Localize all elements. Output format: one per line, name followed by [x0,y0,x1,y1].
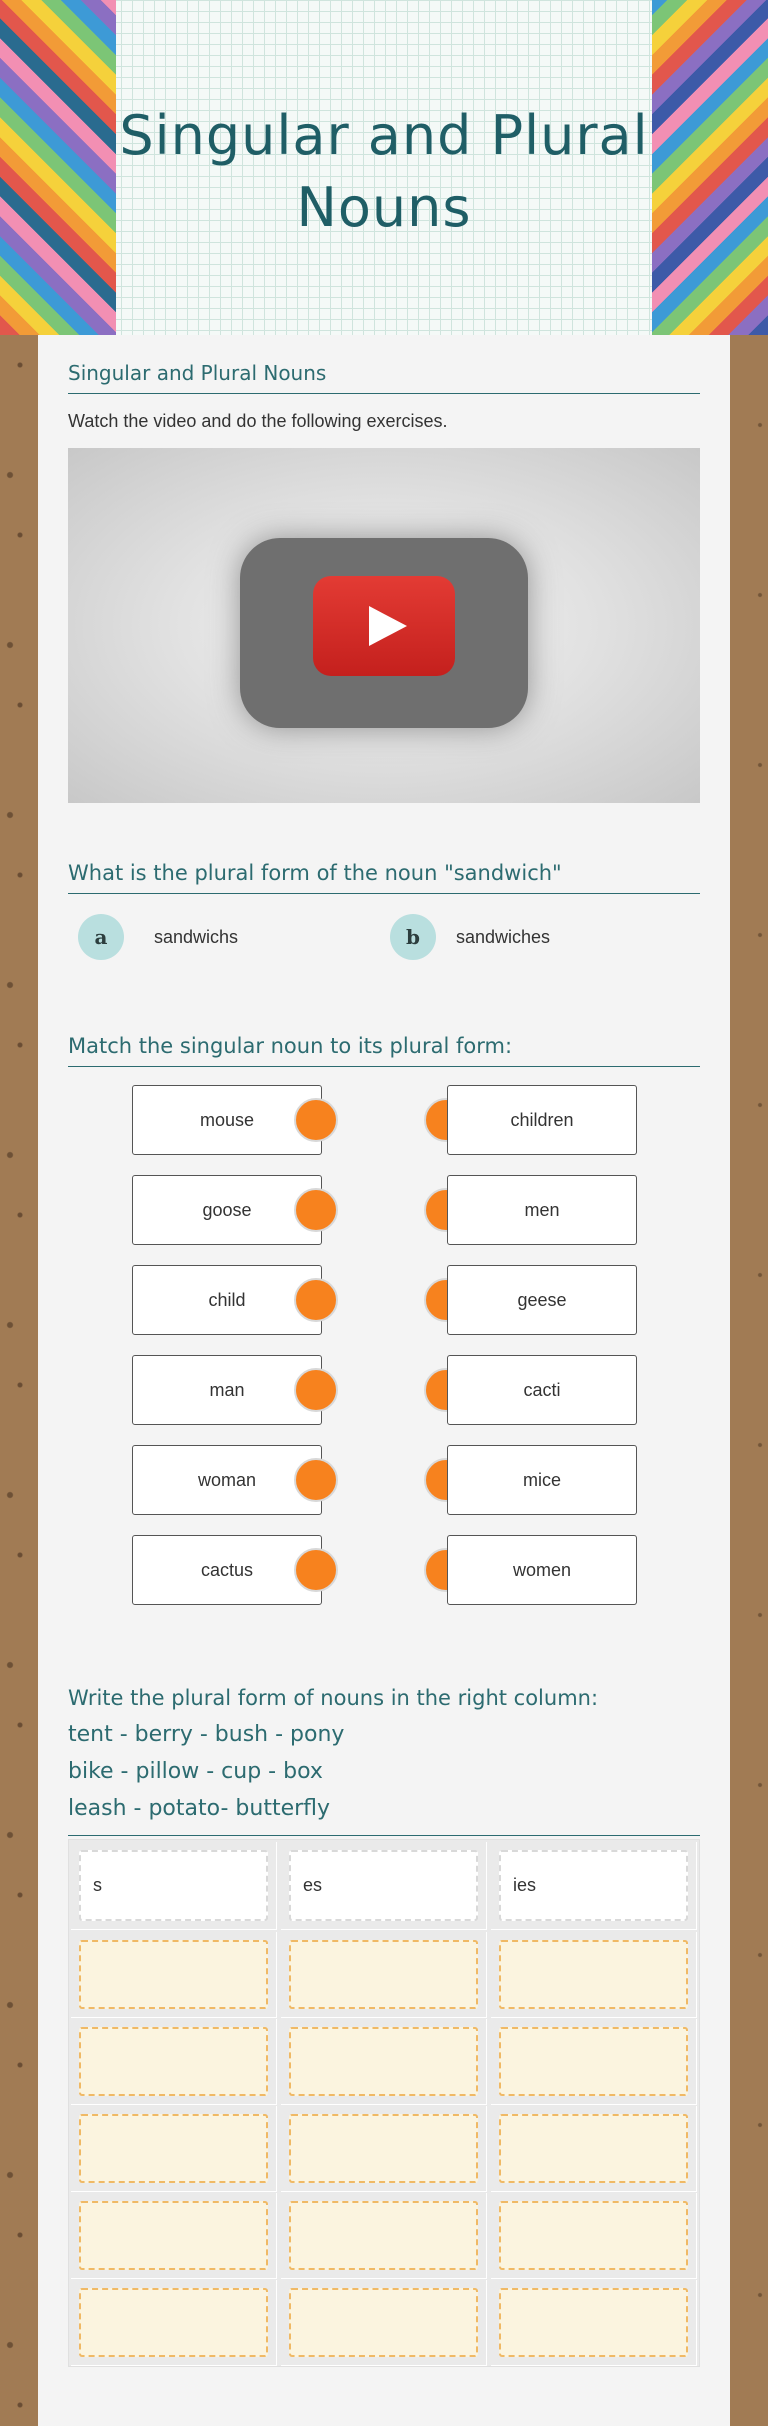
match-left-connector[interactable] [294,1278,338,1322]
match-left-connector[interactable] [294,1098,338,1142]
column-header-cell [491,1842,697,1930]
sorting-grid [68,1839,700,2367]
match-left-item[interactable]: woman [132,1445,322,1515]
match-right-item[interactable]: men [447,1175,637,1245]
match-right-item[interactable]: geese [447,1265,637,1335]
column-header-cell [281,1842,487,1930]
column-header: es [289,1850,478,1921]
match-right-item[interactable]: mice [447,1445,637,1515]
drop-zone[interactable] [499,2201,688,2270]
page-title-line-2: Nouns [296,176,472,239]
drop-cell [491,2019,697,2105]
page-title-line-1: Singular and Plural [119,104,649,167]
drop-zone[interactable] [499,2027,688,2096]
instructions-text: Watch the video and do the following exercises. [68,411,448,431]
match-right-item[interactable]: women [447,1535,637,1605]
drop-zone[interactable] [79,2114,268,2183]
drop-zone[interactable] [499,2114,688,2183]
drop-cell [71,2193,277,2279]
drop-cell [491,1932,697,2018]
drop-zone[interactable] [499,1940,688,2009]
match-left-connector[interactable] [294,1368,338,1412]
play-icon [369,606,407,646]
drop-cell [71,2280,277,2366]
word-list-line: leash - potato- butterfly [68,1796,331,1821]
drop-cell [491,2280,697,2366]
drop-cell [281,2280,487,2366]
match-right-item[interactable]: children [447,1085,637,1155]
option-b[interactable] [390,914,550,960]
option-a-letter: a [78,914,124,960]
column-header: s [79,1850,268,1921]
drop-cell [281,1932,487,2018]
page-header [0,0,768,335]
drop-cell [71,2019,277,2105]
drop-zone[interactable] [499,2288,688,2357]
match-left-connector[interactable] [294,1458,338,1502]
match-right-item[interactable]: cacti [447,1355,637,1425]
column-header: ies [499,1850,688,1921]
question-3-block [68,1680,700,1836]
question-3-divider [68,1835,700,1836]
drop-zone[interactable] [79,1940,268,2009]
option-a-text: sandwichs [154,926,239,947]
worksheet [38,335,730,2426]
match-left-item[interactable]: cactus [132,1535,322,1605]
match-left-item[interactable]: mouse [132,1085,322,1155]
question-3-title: Write the plural form of nouns in the right column: [68,1686,599,1710]
page-title [116,100,652,244]
word-list-line: bike - pillow - cup - box [68,1759,323,1784]
chevron-pattern-right [652,0,768,335]
column-header-cell [71,1842,277,1930]
word-list-line: tent - berry - bush - pony [68,1722,345,1747]
section-title: Singular and Plural Nouns [68,361,700,394]
drop-zone[interactable] [289,2114,478,2183]
drop-zone[interactable] [289,2027,478,2096]
drop-zone[interactable] [289,2288,478,2357]
drop-cell [281,2019,487,2105]
question-2-title: Match the singular noun to its plural form: [68,1034,700,1067]
match-left-item[interactable]: man [132,1355,322,1425]
option-a[interactable] [78,914,238,960]
drop-cell [281,2106,487,2192]
question-1-title: What is the plural form of the noun "sandwich" [68,861,700,894]
option-b-letter: b [390,914,436,960]
drop-zone[interactable] [79,2027,268,2096]
match-left-connector[interactable] [294,1188,338,1232]
video-player[interactable] [68,448,700,803]
option-b-text: sandwiches [456,926,551,947]
drop-cell [71,1932,277,2018]
video-thumbnail-frame [240,538,528,728]
match-left-item[interactable]: child [132,1265,322,1335]
match-left-connector[interactable] [294,1548,338,1592]
drop-zone[interactable] [79,2288,268,2357]
drop-cell [491,2193,697,2279]
drop-zone[interactable] [289,2201,478,2270]
drop-cell [491,2106,697,2192]
drop-cell [281,2193,487,2279]
youtube-play-button[interactable] [313,576,455,676]
drop-zone[interactable] [289,1940,478,2009]
match-left-item[interactable]: goose [132,1175,322,1245]
drop-cell [71,2106,277,2192]
chevron-pattern-left [0,0,116,335]
drop-zone[interactable] [79,2201,268,2270]
